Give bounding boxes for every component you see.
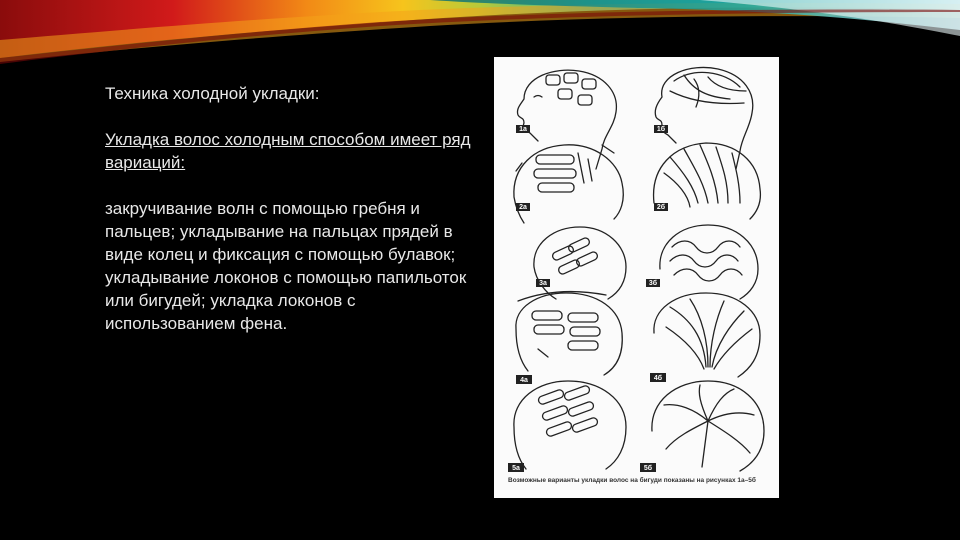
decorative-top-banner: [0, 0, 960, 70]
label-2b: 2б: [656, 204, 666, 211]
label-3b: 3б: [648, 280, 658, 287]
slide-subtitle: Укладка волос холодным способом имеет ряд вариаций:: [105, 130, 471, 172]
slide-text: [105, 82, 485, 335]
hairstyle-drawings: [494, 57, 779, 498]
label-2a: 2а: [519, 204, 527, 211]
label-box-3b: [646, 279, 660, 287]
drawing-2a: [514, 145, 623, 223]
label-4b: 4б: [653, 375, 663, 382]
label-box-1b: [654, 125, 668, 133]
figure-caption: Возможные варианты укладки волос на бигуди показаны на рисунках 1а–5б: [508, 477, 756, 484]
label-box-2a: [516, 203, 530, 211]
label-box-5a: [508, 463, 524, 472]
label-5b: 5б: [643, 465, 653, 472]
drawing-3b: [660, 225, 758, 299]
label-box-5b: [640, 463, 656, 472]
label-box-3a: [536, 279, 550, 287]
drawing-4b: [654, 293, 760, 377]
hairstyle-illustration: [494, 57, 779, 498]
label-1a: 1а: [519, 126, 527, 133]
label-box-1a: [516, 125, 530, 133]
label-box-4b: [650, 373, 666, 382]
slide-body: закручивание волн с помощью гребня и пальцев; укладывание на пальцах прядей в виде колец и фиксация с помощью булавок; укладывание локонов с помощью папильоток или бигудей; укладка локонов с использованием фена.: [105, 199, 467, 333]
drawing-2b: [654, 143, 761, 219]
drawing-4a: [516, 292, 622, 375]
label-3a: 3а: [539, 280, 547, 287]
label-4a: 4а: [520, 377, 528, 384]
slide-title: Техника холодной укладки:: [105, 84, 320, 103]
drawing-3a: [534, 227, 626, 299]
label-box-4a: [516, 375, 532, 384]
label-5a: 5а: [512, 465, 520, 472]
drawing-5a: [514, 381, 626, 469]
label-1b: 1б: [656, 126, 666, 133]
drawing-5b: [652, 381, 764, 471]
label-box-2b: [654, 203, 668, 211]
